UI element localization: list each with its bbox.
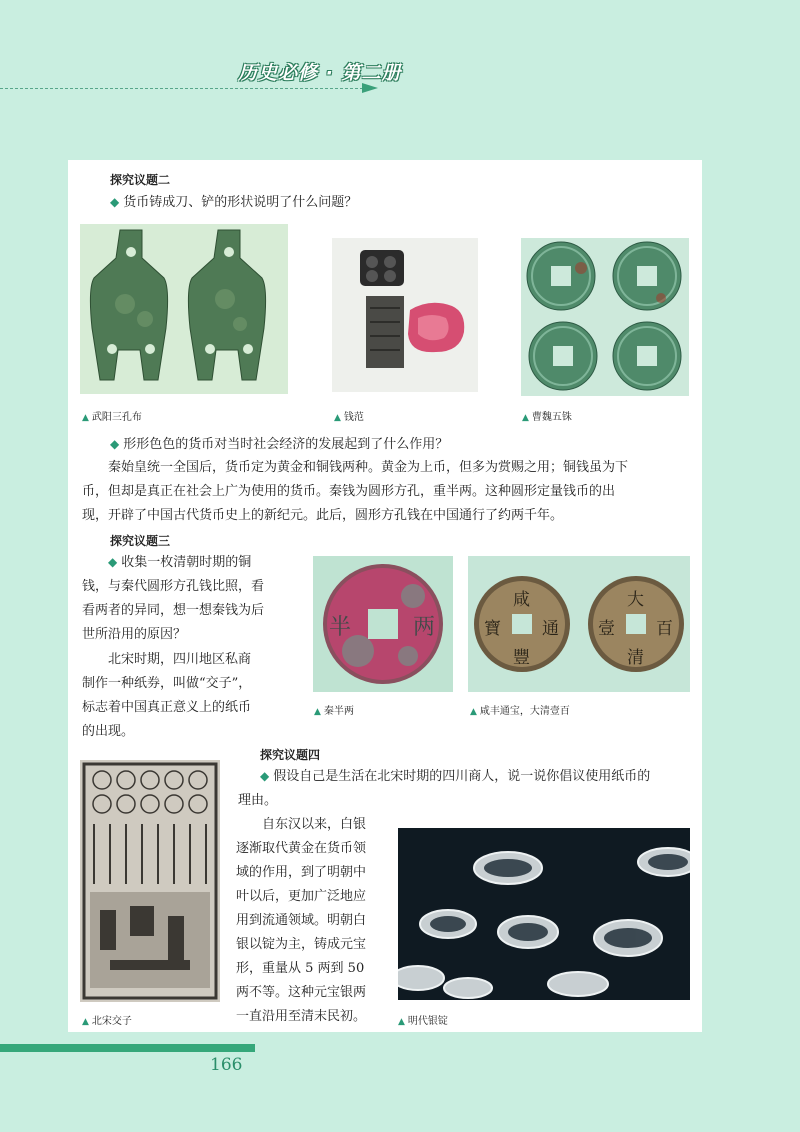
paragraph-line: 北宋时期，四川地区私商: [108, 652, 252, 667]
page-number: 166: [210, 1055, 243, 1075]
caption-xianfeng-daqing: ▲ 咸丰通宝，大清壹百: [470, 706, 570, 717]
diamond-bullet-icon: ◆: [110, 437, 120, 451]
footer-bar: [0, 1044, 255, 1052]
book-title: 历史必修 · 第二册: [238, 62, 402, 84]
photo-xianfeng-daqing-coins: [468, 556, 690, 692]
photo-qin-banliang-coin: [313, 556, 453, 692]
question-line: 收集一枚清朝时期的铜: [121, 555, 252, 570]
caption-triangle-icon: ▲: [82, 413, 89, 423]
coin-char: 百: [656, 619, 673, 639]
section2-paragraph: [82, 456, 692, 528]
coin-char: 咸: [513, 590, 530, 610]
paragraph-line: 制作一种纸券，叫做“交子”，: [82, 676, 252, 691]
coin-char: 两: [413, 615, 436, 640]
section3-title: 探究议题三: [110, 534, 171, 548]
paragraph-line: 的出现。: [82, 724, 135, 739]
paragraph-line: 逐渐取代黄金在货币领: [236, 841, 367, 856]
caption-triangle-icon: ▲: [522, 413, 529, 423]
section2-question2: ◆ 形形色色的货币对当时社会经济的发展起到了什么作用？: [110, 437, 449, 452]
paragraph-line: 域的作用，到了明朝中: [236, 865, 367, 880]
caption-coin-molds: ▲ 钱范: [334, 412, 364, 423]
question-line: 看两者的异同，想一想秦钱为后: [82, 603, 265, 618]
coin-char: 豐: [513, 648, 530, 668]
coin-char: 清: [627, 648, 644, 668]
photo-northern-song-jiaozi: [80, 760, 220, 1002]
caption-triangle-icon: ▲: [398, 1017, 405, 1027]
paragraph-line: 形，重量从 5 两到 50: [236, 961, 365, 976]
paragraph-line: 一直沿用至清末民初。: [236, 1009, 367, 1024]
coin-char: 大: [627, 590, 644, 610]
caption-caowei-wuzhu: ▲ 曹魏五铢: [522, 412, 572, 423]
paragraph-line: 两不等。这种元宝银两: [236, 985, 367, 1000]
coin-char: 通: [542, 619, 559, 639]
question-line: 世所沿用的原因？: [82, 627, 187, 642]
caption-triangle-icon: ▲: [314, 707, 321, 717]
caption-triangle-icon: ▲: [82, 1017, 89, 1027]
paragraph-line: 叶以后，更加广泛地应: [236, 889, 367, 904]
paragraph-line: 现，开辟了中国古代货币史上的新纪元。此后，圆形方孔钱在中国通行了约两千年。: [82, 508, 564, 523]
header-arrow-icon: [362, 83, 378, 93]
caption-triangle-icon: ▲: [334, 413, 341, 423]
section2-question1: ◆ 货币铸成刀、铲的形状说明了什么问题？: [110, 195, 358, 210]
section3-question: [82, 550, 304, 647]
caption-wuyang-spade: ▲ 武阳三孔布: [82, 412, 142, 423]
diamond-bullet-icon: ◆: [110, 195, 120, 209]
caption-ming-silver-ingots: ▲ 明代银锭: [398, 1016, 448, 1027]
caption-northern-song-jiaozi: ▲ 北宋交子: [82, 1016, 132, 1027]
coin-char: 半: [329, 615, 352, 640]
paragraph-line: 标志着中国真正意义上的纸币: [82, 700, 252, 715]
photo-caowei-wuzhu-coins: [521, 238, 689, 396]
section2-title: 探究议题二: [110, 173, 171, 187]
section4-title: 探究议题四: [260, 748, 321, 762]
coin-char: 壹: [598, 619, 615, 639]
paragraph-line: 秦始皇统一全国后，货币定为黄金和铜钱两种。黄金为上币，但多为赏赐之用；铜钱虽为下: [108, 460, 629, 475]
coin-char: 寶: [484, 619, 501, 639]
content-panel: [68, 160, 702, 1032]
caption-qin-banliang: ▲ 秦半两: [314, 706, 354, 717]
question-line: 钱，与秦代圆形方孔钱比照，看: [82, 579, 265, 594]
photo-ming-silver-ingots: [398, 828, 690, 1000]
question-line: 假设自己是生活在北宋时期的四川商人，说一说你倡议使用纸币的: [273, 769, 651, 784]
question-line: 理由。: [238, 793, 278, 808]
paragraph-line: 用到流通领域。明朝白: [236, 913, 367, 928]
paragraph-line: 自东汉以来，白银: [262, 817, 367, 832]
photo-wuyang-spade-coins: [80, 224, 288, 394]
photo-coin-molds: [332, 238, 478, 392]
section4-paragraph: [236, 813, 400, 1029]
section3-paragraph: [82, 648, 304, 744]
paragraph-line: 银以锭为主，铸成元宝: [236, 937, 367, 952]
header-dashed-rule: [0, 88, 368, 89]
caption-triangle-icon: ▲: [470, 707, 477, 717]
section4-question: [238, 764, 692, 813]
diamond-bullet-icon: ◆: [260, 769, 270, 783]
paragraph-line: 币，但却是真正在社会上广为使用的货币。秦钱为圆形方孔，重半两。这种圆形定量钱币的出: [82, 484, 616, 499]
diamond-bullet-icon: ◆: [108, 555, 118, 569]
